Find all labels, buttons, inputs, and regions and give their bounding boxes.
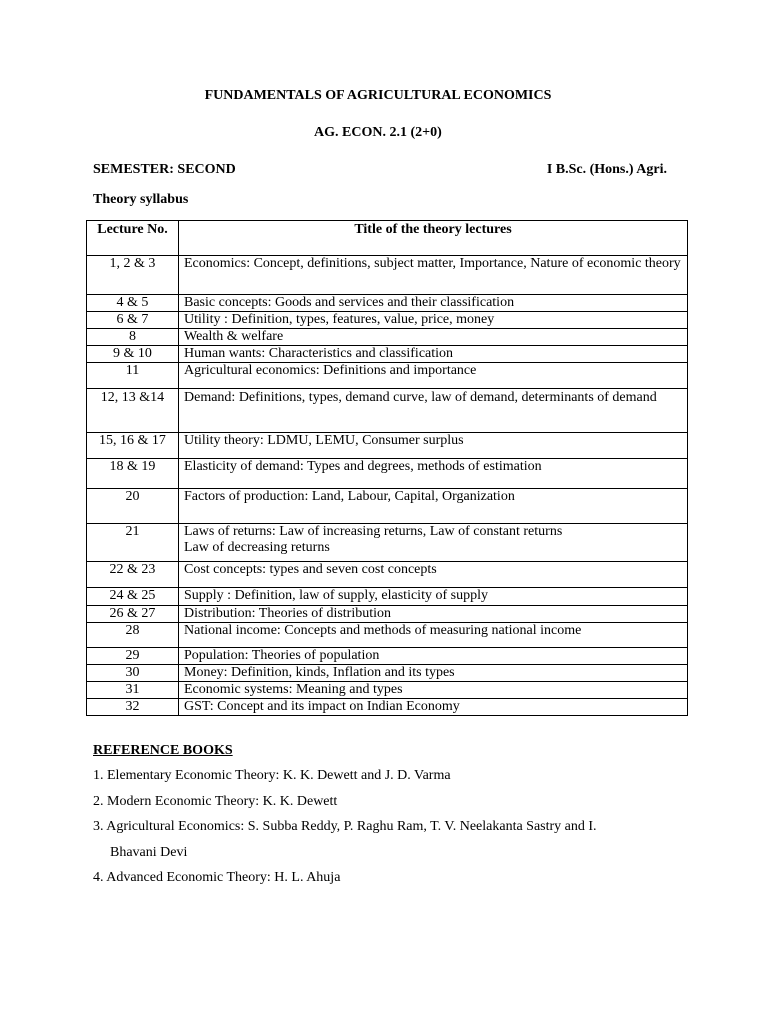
lecture-title-cell: Population: Theories of population (179, 648, 688, 665)
lecture-title-cell: Elasticity of demand: Types and degrees, methods of estimation (179, 459, 688, 489)
table-row (87, 346, 688, 363)
lecture-title-cell: Utility : Definition, types, features, value, price, money (179, 312, 688, 329)
table-row (87, 459, 688, 489)
table-header-row (87, 221, 688, 256)
semester-row (93, 162, 667, 178)
lecture-title-cell: Basic concepts: Goods and services and their classification (179, 295, 688, 312)
lecture-no-cell: 32 (87, 699, 179, 716)
course-code: AG. ECON. 2.1 (2+0) (314, 125, 442, 140)
lecture-no-cell: 31 (87, 682, 179, 699)
lecture-title-cell: Economic systems: Meaning and types (179, 682, 688, 699)
lecture-no-cell: 22 & 23 (87, 562, 179, 588)
lecture-no-cell: 28 (87, 623, 179, 648)
lecture-no-cell: 8 (87, 329, 179, 346)
document-title: FUNDAMENTALS OF AGRICULTURAL ECONOMICS (204, 88, 552, 103)
lecture-title-cell: Economics: Concept, definitions, subject matter, Importance, Nature of economic theory (179, 256, 688, 295)
table-row (87, 363, 688, 389)
table-row (87, 588, 688, 606)
lecture-title-cell: Demand: Definitions, types, demand curve, law of demand, determinants of demand (179, 389, 688, 433)
table-row (87, 433, 688, 459)
lecture-title-cell: Agricultural economics: Definitions and importance (179, 363, 688, 389)
syllabus-table (86, 220, 688, 716)
lecture-no-cell: 24 & 25 (87, 588, 179, 606)
reference-item: 3. Agricultural Economics: S. Subba Reddy, P. Raghu Ram, T. V. Neelakanta Sastry and I. (93, 819, 597, 834)
table-row (87, 562, 688, 588)
table-row (87, 699, 688, 716)
table-row (87, 489, 688, 524)
lecture-title-cell: Supply : Definition, law of supply, elasticity of supply (179, 588, 688, 606)
semester-label: SEMESTER: SECOND (93, 162, 236, 177)
column-header-lecture-no: Lecture No. (87, 221, 179, 256)
table-row (87, 623, 688, 648)
lecture-no-cell: 30 (87, 665, 179, 682)
table-row (87, 524, 688, 562)
lecture-title-cell: Distribution: Theories of distribution (179, 606, 688, 623)
reference-item: 2. Modern Economic Theory: K. K. Dewett (93, 794, 338, 809)
lecture-title-line: Law of decreasing returns (184, 540, 330, 555)
table-row (87, 312, 688, 329)
reference-item: 4. Advanced Economic Theory: H. L. Ahuja (93, 870, 341, 885)
table-row (87, 389, 688, 433)
programme-label: I B.Sc. (Hons.) Agri. (546, 162, 667, 177)
lecture-title-cell: Money: Definition, kinds, Inflation and its types (179, 665, 688, 682)
table-row (87, 256, 688, 295)
reference-books-heading: REFERENCE BOOKS (93, 743, 233, 758)
lecture-title-cell: Utility theory: LDMU, LEMU, Consumer surplus (179, 433, 688, 459)
lecture-title-cell: Factors of production: Land, Labour, Capital, Organization (179, 489, 688, 524)
column-header-title: Title of the theory lectures (179, 221, 688, 256)
table-row (87, 295, 688, 312)
lecture-title-cell: Wealth & welfare (179, 329, 688, 346)
lecture-no-cell: 18 & 19 (87, 459, 179, 489)
theory-syllabus-heading: Theory syllabus (93, 192, 189, 207)
lecture-no-cell: 21 (87, 524, 179, 562)
lecture-no-cell: 26 & 27 (87, 606, 179, 623)
lecture-title-line: Laws of returns: Law of increasing returns, Law of constant returns (184, 524, 563, 539)
reference-item: 1. Elementary Economic Theory: K. K. Dewett and J. D. Varma (93, 768, 451, 783)
table-row (87, 665, 688, 682)
lecture-title-cell (179, 524, 688, 562)
lecture-no-cell: 12, 13 &14 (87, 389, 179, 433)
lecture-no-cell: 20 (87, 489, 179, 524)
lecture-no-cell: 9 & 10 (87, 346, 179, 363)
table-row (87, 329, 688, 346)
lecture-no-cell: 29 (87, 648, 179, 665)
lecture-title-cell: GST: Concept and its impact on Indian Economy (179, 699, 688, 716)
reference-item-continuation: Bhavani Devi (110, 845, 188, 860)
table-row (87, 682, 688, 699)
lecture-no-cell: 15, 16 & 17 (87, 433, 179, 459)
lecture-no-cell: 11 (87, 363, 179, 389)
lecture-title-cell: Human wants: Characteristics and classification (179, 346, 688, 363)
lecture-no-cell: 1, 2 & 3 (87, 256, 179, 295)
lecture-no-cell: 4 & 5 (87, 295, 179, 312)
lecture-title-cell: National income: Concepts and methods of measuring national income (179, 623, 688, 648)
table-row (87, 648, 688, 665)
lecture-no-cell: 6 & 7 (87, 312, 179, 329)
table-row (87, 606, 688, 623)
lecture-title-cell: Cost concepts: types and seven cost concepts (179, 562, 688, 588)
